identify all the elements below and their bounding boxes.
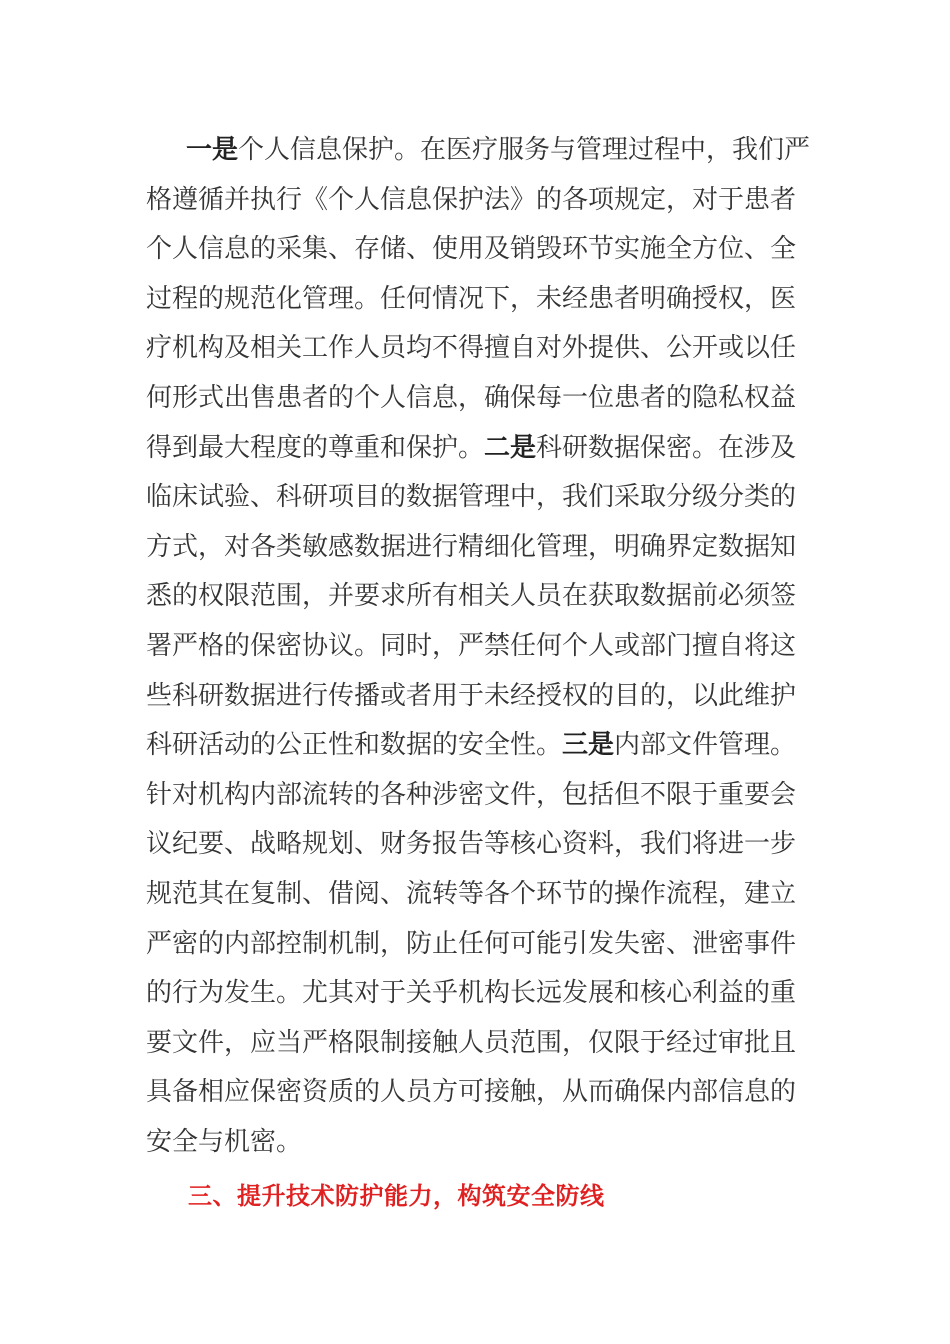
paragraph-line bbox=[146, 275, 806, 325]
text-segment: 严密的内部控制机制，防止任何可能引发失密、泄密事件 bbox=[146, 928, 797, 959]
text-segment: 临床试验、科研项目的数据管理中，我们采取分级分类的 bbox=[146, 482, 797, 513]
paragraph-line bbox=[146, 1068, 806, 1118]
paragraph-line bbox=[146, 374, 806, 424]
text-segment: 个人信息的采集、存储、使用及销毁环节实施全方位、全 bbox=[146, 234, 797, 265]
paragraph-line bbox=[146, 1118, 806, 1168]
paragraph-line bbox=[146, 771, 806, 821]
paragraph-line bbox=[146, 721, 806, 771]
lead-keyword: 三是 bbox=[562, 730, 615, 761]
text-segment: 过程的规范化管理。任何情况下，未经患者明确授权，医 bbox=[146, 283, 797, 314]
body-paragraph bbox=[146, 126, 811, 1167]
text-segment: 科研数据保密。在涉及 bbox=[536, 432, 797, 463]
paragraph-line bbox=[146, 126, 811, 176]
paragraph-line bbox=[146, 572, 806, 622]
paragraph-line bbox=[146, 969, 806, 1019]
paragraph-line bbox=[146, 473, 806, 523]
lead-keyword: 一是 bbox=[186, 135, 239, 165]
paragraph-line bbox=[146, 176, 806, 226]
paragraph-line bbox=[146, 424, 806, 474]
text-segment: 要文件，应当严格限制接触人员范围，仅限于经过审批且 bbox=[146, 1027, 797, 1058]
paragraph-line bbox=[146, 1019, 806, 1069]
paragraph-line bbox=[146, 523, 806, 573]
text-segment: 方式，对各类敏感数据进行精细化管理，明确界定数据知 bbox=[146, 531, 797, 562]
text-segment: 悉的权限范围，并要求所有相关人员在获取数据前必须签 bbox=[146, 581, 797, 612]
paragraph-line bbox=[146, 622, 806, 672]
text-segment: 个人信息保护。在医疗服务与管理过程中，我们严 bbox=[238, 135, 811, 165]
paragraph-line bbox=[146, 225, 806, 275]
paragraph-line bbox=[146, 920, 806, 970]
paragraph-line bbox=[146, 870, 806, 920]
paragraph-line bbox=[146, 324, 806, 374]
paragraph-line bbox=[146, 672, 806, 722]
text-segment: 规范其在复制、借阅、流转等各个环节的操作流程，建立 bbox=[146, 878, 797, 909]
text-segment: 内部文件管理。 bbox=[614, 730, 797, 761]
text-segment: 议纪要、战略规划、财务报告等核心资料，我们将进一步 bbox=[146, 829, 797, 860]
text-segment: 疗机构及相关工作人员均不得擅自对外提供、公开或以任 bbox=[146, 333, 797, 364]
text-segment: 格遵循并执行《个人信息保护法》的各项规定，对于患者 bbox=[146, 184, 797, 215]
section-heading: 三、提升技术防护能力，构筑安全防线 bbox=[188, 1182, 605, 1210]
text-segment: 科研活动的公正性和数据的安全性。 bbox=[146, 730, 563, 761]
text-segment: 得到最大程度的尊重和保护。 bbox=[146, 432, 485, 463]
text-segment: 针对机构内部流转的各种涉密文件，包括但不限于重要会 bbox=[146, 779, 797, 810]
text-segment: 些科研数据进行传播或者用于未经授权的目的，以此维护 bbox=[146, 680, 797, 711]
text-segment: 具备相应保密资质的人员方可接触，从而确保内部信息的 bbox=[146, 1077, 797, 1108]
text-segment: 安全与机密。 bbox=[146, 1126, 303, 1157]
lead-keyword: 二是 bbox=[484, 432, 537, 463]
text-segment: 何形式出售患者的个人信息，确保每一位患者的隐私权益 bbox=[146, 382, 797, 413]
paragraph-line bbox=[146, 820, 806, 870]
text-segment: 署严格的保密协议。同时，严禁任何个人或部门擅自将这 bbox=[146, 630, 797, 661]
text-segment: 的行为发生。尤其对于关乎机构长远发展和核心利益的重 bbox=[146, 978, 797, 1009]
